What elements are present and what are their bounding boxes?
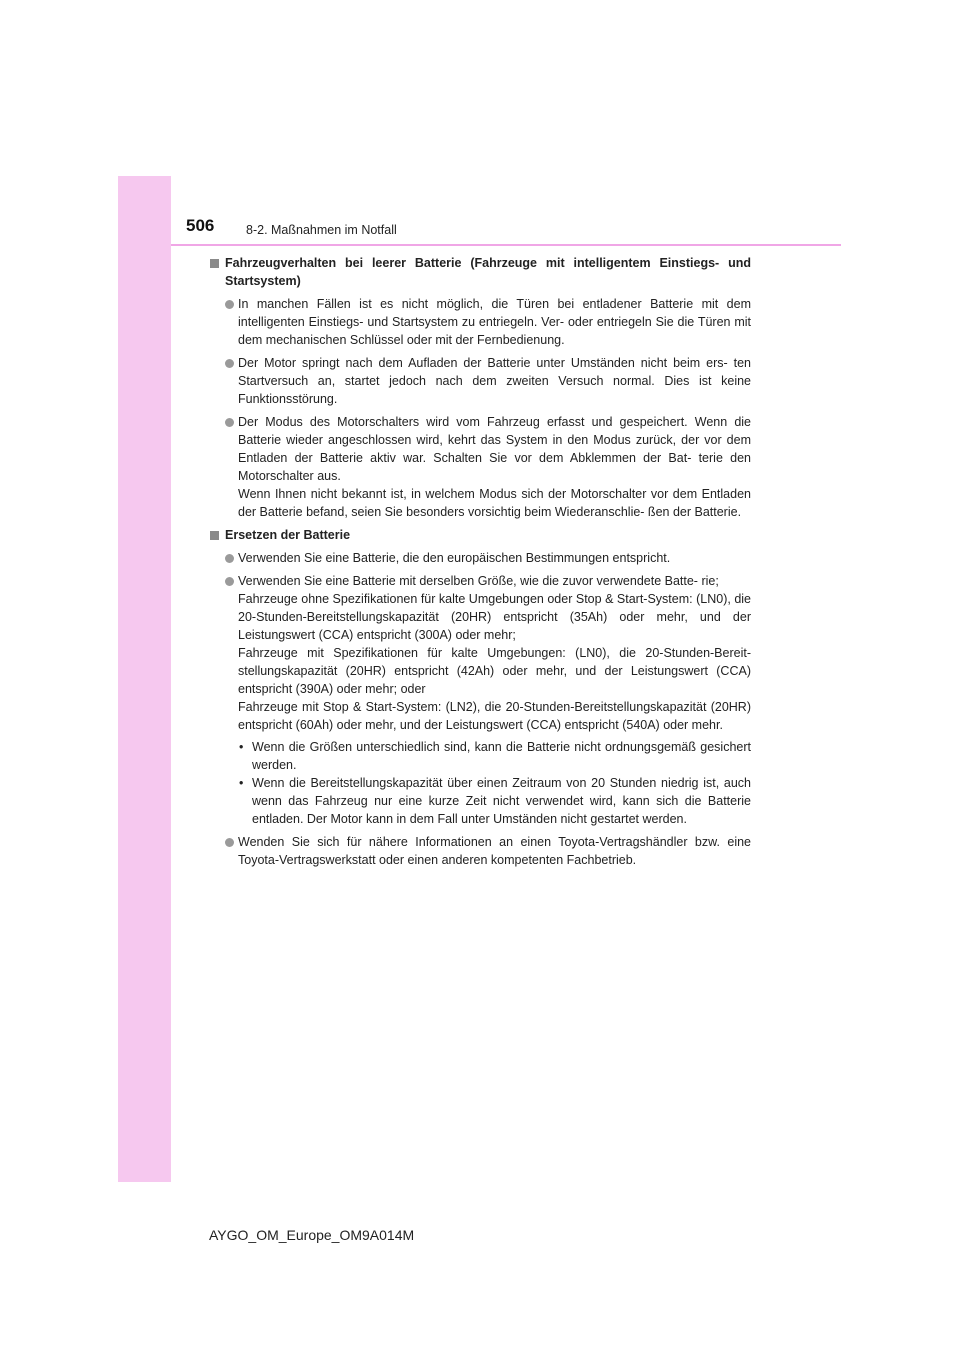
dot-marker-icon: • xyxy=(239,776,244,790)
chapter-title: 8-2. Maßnahmen im Notfall xyxy=(246,223,397,237)
list-item-text: Der Modus des Motorschalters wird vom Fahrzeug erfasst und gespeichert. Wenn die Batterie wieder angeschlossen wird, kehrt das System in den Modus zurück, der vor dem Entladen der Batterie aktiv war. Schalten Sie vor dem Abklemmen der Bat- terie den Motorschalter aus. xyxy=(238,415,751,483)
list-item xyxy=(209,572,751,828)
spec-stop-start: Fahrzeuge mit Stop & Start-System: (LN2), die 20-Stunden-Bereitstellungskapazität (20HR) entspricht (60Ah) oder mehr, und der Leistungswert (CCA) entspricht (540A) oder mehr. xyxy=(238,700,751,732)
note-text: Wenn die Größen unterschiedlich sind, kann die Batterie nicht ordnungsgemäß gesichert werden. xyxy=(252,740,751,772)
circle-bullet-icon xyxy=(225,359,234,368)
list-item-text: Verwenden Sie eine Batterie mit derselben Größe, wie die zuvor verwendete Batte- rie; xyxy=(238,574,719,588)
page-content xyxy=(209,254,751,874)
list-item-text: Wenden Sie sich für nähere Informationen an einen Toyota-Vertragshändler bzw. eine Toyota-Vertragswerkstatt oder einen anderen kompetenten Fachbetrieb. xyxy=(238,835,751,867)
header-divider xyxy=(171,244,841,246)
spec-cold-climate: Fahrzeuge mit Spezifikationen für kalte Umgebungen: (LN0), die 20-Stunden-Bereit- stellungskapazität (20HR) entspricht (42Ah) oder mehr, und der Leistungswert (CCA) entspricht (390A) oder mehr; oder xyxy=(238,646,751,696)
circle-bullet-icon xyxy=(225,838,234,847)
list-item xyxy=(209,549,751,567)
list-item-text: Verwenden Sie eine Batterie, die den europäischen Bestimmungen entspricht. xyxy=(238,551,671,565)
circle-bullet-icon xyxy=(225,554,234,563)
circle-bullet-icon xyxy=(225,418,234,427)
list-item xyxy=(209,295,751,349)
section-heading-battery-replacement xyxy=(209,526,751,544)
side-color-band xyxy=(118,176,171,1182)
circle-bullet-icon xyxy=(225,577,234,586)
spec-standard: Fahrzeuge ohne Spezifikationen für kalte Umgebungen oder Stop & Start-System: (LN0), die 20-Stunden-Bereitstellungskapazität (20HR) entspricht (35Ah) oder mehr, und der Leistungswert (CCA) entspricht (300A) oder mehr; xyxy=(238,592,751,642)
list-item-text: Wenn Ihnen nicht bekannt ist, in welchem Modus sich der Motorschalter vor dem Entladen der Batterie befand, seien Sie besonders vorsichtig beim Wiederanschlie- ßen der Batterie. xyxy=(238,487,751,519)
note-list xyxy=(238,738,751,828)
list-item xyxy=(209,413,751,521)
section-heading-text: Ersetzen der Batterie xyxy=(225,528,351,542)
list-item-text: In manchen Fällen ist es nicht möglich, die Türen bei entladener Batterie mit dem intelligenten Einstiegs- und Startsystem zu entriegeln. Ver- oder entriegeln Sie die Türen mit dem mechanischen Schlüssel oder mit der Fernbedienung. xyxy=(238,297,751,347)
document-code: AYGO_OM_Europe_OM9A014M xyxy=(209,1227,415,1243)
square-bullet-icon xyxy=(210,259,219,268)
note-text: Wenn die Bereitstellungskapazität über einen Zeitraum von 20 Stunden niedrig ist, auch wenn das Fahrzeug nur eine kurze Zeit nicht verwendet wird, kann sich die Batterie entladen. Der Motor kann in dem Fall unter Umständen nicht gestartet werden. xyxy=(252,776,751,826)
list-item xyxy=(209,833,751,869)
page-number: 506 xyxy=(186,216,215,235)
list-item-text: Der Motor springt nach dem Aufladen der Batterie unter Umständen nicht beim ers- ten Startversuch an, startet jedoch nach dem zweiten Versuch normal. Dies ist keine Funktionsstörung. xyxy=(238,356,751,406)
circle-bullet-icon xyxy=(225,300,234,309)
square-bullet-icon xyxy=(210,531,219,540)
note-item xyxy=(238,738,751,774)
list-item xyxy=(209,354,751,408)
section-heading-text: Fahrzeugverhalten bei leerer Batterie (Fahrzeuge mit intelligentem Einstiegs- und Startsystem) xyxy=(225,256,751,288)
section-heading-flat-battery xyxy=(209,254,751,290)
note-item xyxy=(238,774,751,828)
dot-marker-icon: • xyxy=(239,740,244,754)
